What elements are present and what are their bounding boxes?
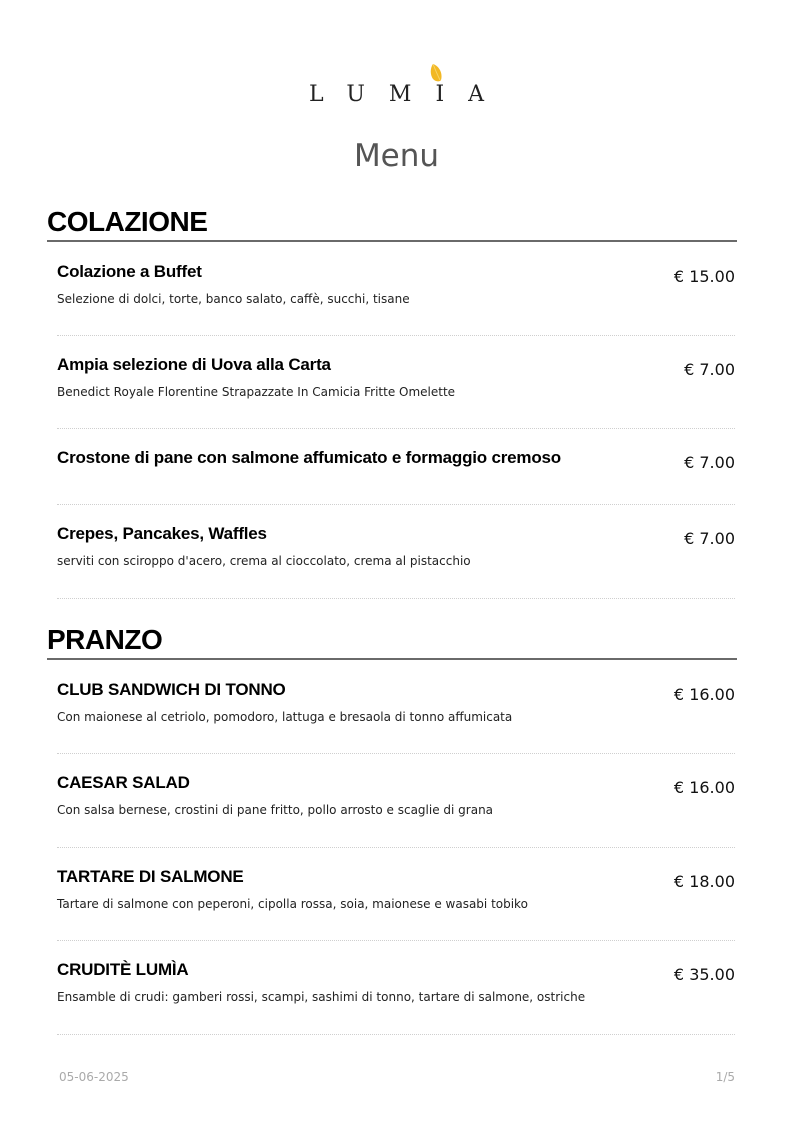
section-title: COLAZIONE [47, 206, 737, 242]
item-description: Tartare di salmone con peperoni, cipolla rossa, soia, maionese e wasabi tobiko [57, 897, 528, 911]
section-title: PRANZO [47, 624, 737, 660]
item-name: CLUB SANDWICH DI TONNO [57, 680, 286, 699]
footer-date: 05-06-2025 [59, 1070, 129, 1084]
menu-item [57, 242, 735, 336]
item-description: Con salsa bernese, crostini di pane fritto, pollo arrosto e scaglie di grana [57, 803, 494, 817]
logo-text: LUMIA [308, 82, 509, 107]
menu-item [57, 941, 735, 1035]
footer-page-number: 1/5 [715, 1070, 735, 1084]
item-description: Con maionese al cetriolo, pomodoro, lattuga e bresaola di tonno affumicata [57, 710, 513, 724]
item-price: € 15.00 [673, 267, 735, 286]
item-price: € 16.00 [673, 685, 735, 704]
menu-item [57, 336, 735, 429]
item-price: € 7.00 [684, 453, 735, 472]
item-description: Benedict Royale Florentine Strapazzate In Camicia Fritte Omelette [57, 385, 456, 399]
item-name: TARTARE DI SALMONE [57, 867, 244, 886]
item-name: Crostone di pane con salmone affumicato e formaggio cremoso [57, 448, 561, 467]
menu-item [57, 660, 735, 754]
lemon-leaf-icon [429, 63, 443, 83]
item-price: € 35.00 [673, 965, 735, 984]
item-name: CAESAR SALAD [57, 773, 190, 792]
item-description: serviti con sciroppo d'acero, crema al cioccolato, crema al pistacchio [57, 554, 471, 568]
item-price: € 7.00 [684, 360, 735, 379]
menu-item [57, 754, 735, 848]
item-price: € 7.00 [684, 529, 735, 548]
item-name: Ampia selezione di Uova alla Carta [57, 355, 331, 374]
section-pranzo [47, 624, 737, 1035]
item-name: CRUDITÈ LUMÌA [57, 960, 189, 979]
item-description: Selezione di dolci, torte, banco salato, caffè, succhi, tisane [57, 292, 410, 306]
menu-item [57, 505, 735, 599]
item-price: € 16.00 [673, 778, 735, 797]
item-name: Crepes, Pancakes, Waffles [57, 524, 267, 543]
page-title: Menu [353, 138, 440, 174]
menu-item [57, 848, 735, 941]
item-description: Ensamble di crudi: gamberi rossi, scampi, sashimi di tonno, tartare di salmone, ostriche [57, 990, 586, 1004]
menu-item [57, 429, 735, 505]
logo [0, 82, 793, 112]
section-colazione [47, 206, 737, 599]
item-price: € 18.00 [673, 872, 735, 891]
item-name: Colazione a Buffet [57, 262, 202, 281]
